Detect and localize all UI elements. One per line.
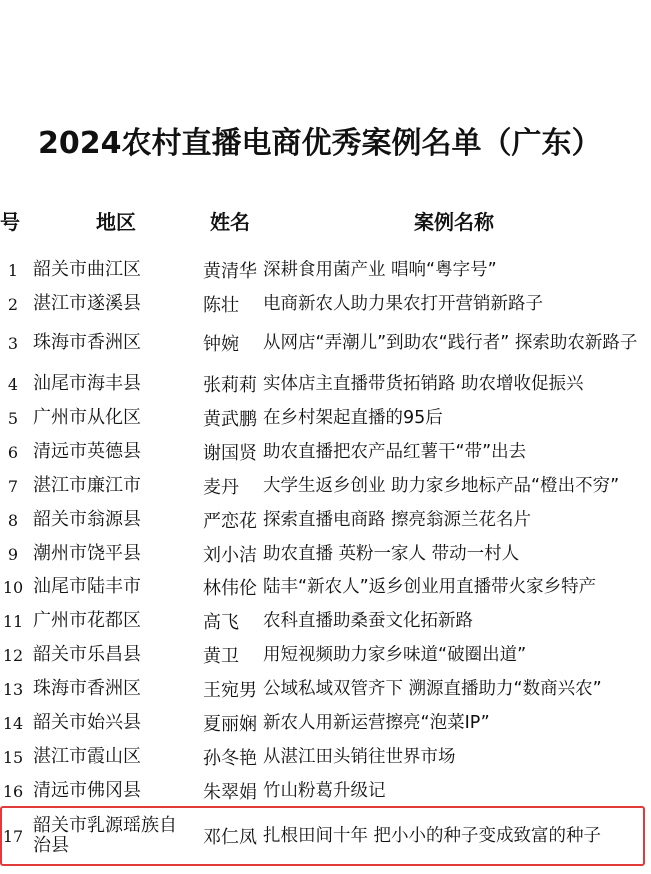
row-number: 17: [2, 826, 24, 846]
row-case: 农科直播助桑蚕文化拓新路: [263, 611, 473, 631]
row-region: 韶关市乐昌县: [33, 644, 141, 665]
row-case: 竹山粉葛升级记: [263, 781, 386, 801]
table-row: [0, 506, 651, 534]
row-region: 韶关市翁源县: [33, 509, 141, 530]
row-case: 陆丰“新农人”返乡创业用直播带火家乡特产: [263, 577, 597, 597]
row-name: 林伟伦: [203, 578, 257, 599]
row-name: 麦丹: [203, 477, 239, 498]
row-name: 黄卫: [203, 646, 239, 667]
row-name: 张莉莉: [203, 375, 257, 396]
row-region: 珠海市香洲区: [33, 332, 141, 353]
page-title: 2024农村直播电商优秀案例名单（广东）: [38, 126, 602, 161]
row-region: 汕尾市陆丰市: [33, 576, 141, 597]
table-row: [0, 290, 651, 318]
table-row: [0, 322, 651, 364]
row-region: 珠海市香洲区: [33, 678, 141, 699]
row-case: 深耕食用菌产业 唱响“粤字号”: [263, 260, 497, 280]
row-case: 用短视频助力家乡味道“破圈出道”: [263, 645, 527, 665]
row-name: 高飞: [203, 612, 239, 633]
table-row: [0, 607, 651, 635]
row-name: 孙冬艳: [203, 748, 257, 769]
row-number: 11: [2, 611, 24, 631]
row-number: 5: [7, 408, 19, 428]
row-case: 大学生返乡创业 助力家乡地标产品“橙出不穷”: [263, 476, 620, 496]
row-case: 助农直播 英粉一家人 带动一村人: [263, 544, 520, 564]
row-region: 广州市从化区: [33, 407, 141, 428]
row-name: 黄武鹏: [203, 409, 257, 430]
row-name: 邓仁凤: [203, 827, 257, 848]
table-row: [0, 438, 651, 466]
row-case: 从网店“弄潮儿”到助农“践行者” 探索助农新路子: [263, 333, 638, 353]
table-row: [0, 709, 651, 737]
header-region: 地区: [96, 210, 136, 234]
row-number: 16: [2, 781, 24, 801]
row-region: 潮州市饶平县: [33, 543, 141, 564]
row-region: 广州市花都区: [33, 610, 141, 631]
row-region: 清远市佛冈县: [33, 780, 141, 801]
row-name: 严恋花: [203, 511, 257, 532]
table-row: [0, 675, 651, 703]
row-name: 刘小洁: [203, 545, 257, 566]
row-number: 2: [7, 294, 19, 314]
row-region: 湛江市霞山区: [33, 746, 141, 767]
row-number: 7: [7, 476, 19, 496]
header-case: 案例名称: [414, 210, 494, 234]
row-name: 夏丽娴: [203, 714, 257, 735]
row-name: 谢国贤: [203, 443, 257, 464]
row-case: 探索直播电商路 擦亮翁源兰花名片: [263, 510, 532, 530]
table-row: [0, 743, 651, 771]
row-number: 9: [7, 544, 19, 564]
row-case: 扎根田间十年 把小小的种子变成致富的种子: [263, 826, 602, 846]
table-row: [0, 472, 651, 500]
row-number: 12: [2, 645, 24, 665]
row-region: 韶关市乳源瑶族自治县: [33, 815, 177, 856]
row-region: 韶关市曲江区: [33, 259, 141, 280]
row-region: 湛江市廉江市: [33, 475, 141, 496]
row-number: 10: [2, 577, 24, 597]
row-case: 新农人用新运营擦亮“泡菜IP”: [263, 713, 490, 733]
table-row: [0, 256, 651, 284]
highlight-box: [0, 806, 645, 866]
row-region: 清远市英德县: [33, 441, 141, 462]
table-row: [0, 540, 651, 568]
table-row: [0, 370, 651, 398]
row-number: 6: [7, 442, 19, 462]
table-row: [0, 641, 651, 669]
row-number: 3: [7, 333, 19, 353]
row-number: 1: [7, 260, 19, 280]
row-number: 8: [7, 510, 19, 530]
table-row: [0, 404, 651, 432]
row-name: 朱翠娟: [203, 782, 257, 803]
row-case: 公域私域双管齐下 溯源直播助力“数商兴农”: [263, 679, 602, 699]
row-name: 黄清华: [203, 261, 257, 282]
row-case: 从湛江田头销往世界市场: [263, 747, 456, 767]
row-name: 陈壮: [203, 295, 239, 316]
table-row: [0, 573, 651, 601]
row-name: 钟婉: [203, 334, 239, 355]
row-number: 15: [2, 747, 24, 767]
row-case: 助农直播把农产品红薯干“带”出去: [263, 442, 527, 462]
row-region: 湛江市遂溪县: [33, 293, 141, 314]
row-case: 实体店主直播带货拓销路 助农增收促振兴: [263, 374, 584, 394]
header-no: 号: [0, 210, 20, 234]
table-row: [0, 777, 651, 805]
row-region: 韶关市始兴县: [33, 712, 141, 733]
row-region: 汕尾市海丰县: [33, 373, 141, 394]
row-name: 王宛男: [203, 680, 257, 701]
row-number: 13: [2, 679, 24, 699]
header-name: 姓名: [210, 210, 250, 234]
row-case: 电商新农人助力果农打开营销新路子: [263, 294, 543, 314]
row-number: 4: [7, 374, 19, 394]
row-number: 14: [2, 713, 24, 733]
row-case: 在乡村架起直播的95后: [263, 408, 443, 428]
